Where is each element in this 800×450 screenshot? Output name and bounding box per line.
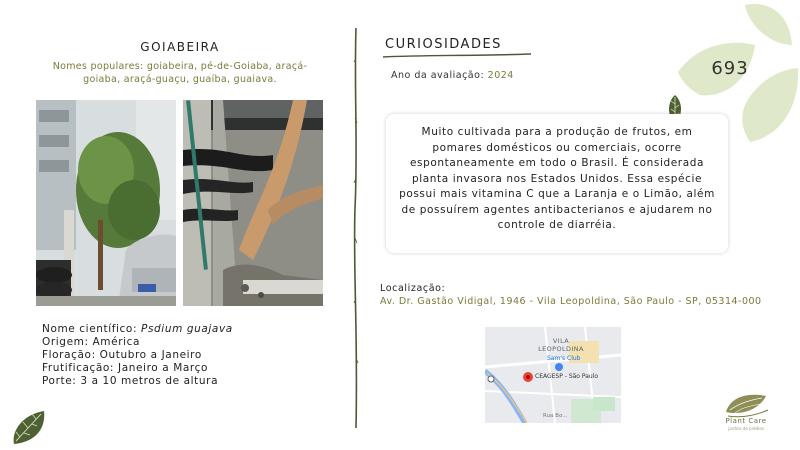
popular-names: Nomes populares: goiabeira, pé-de-Goiaba, araçá-goiaba, araçá-guaçu, guaíba, guaiava.	[52, 61, 308, 85]
brand-tagline: jardins de prédios	[728, 426, 764, 431]
flowering: Floração: Outubro a Janeiro	[42, 349, 202, 361]
location-label: Localização:	[380, 283, 446, 294]
location-map[interactable]	[485, 327, 621, 423]
leaf-icon	[8, 408, 48, 446]
plant-info	[42, 323, 233, 388]
curiosities-text: Muito cultivada para a produção de frutos, em pomares domésticos ou comerciais, ocorre espontaneamente em todo o Brasil. É considerada planta invasora nos Estados Unidos. Essa espécie possui mais vitamina C que a Laranja e o Limão, além de possuírem agentes antibacterianos e ajudarem no controle de diarréia.	[399, 126, 715, 231]
map-pin-label: CEAGESP - São Paulo	[535, 373, 599, 380]
map-store: Sam's Club	[547, 355, 581, 362]
size: Porte: 3 a 10 metros de altura	[42, 375, 219, 387]
trunk-photo	[183, 100, 323, 306]
map-street: Rua Bo...	[543, 413, 568, 419]
evaluation-year: Ano da avaliação: 2024	[391, 70, 514, 81]
curiosities-title: CURIOSIDADES	[385, 37, 502, 52]
scientific-name: Nome científico: Psdium guajava	[42, 323, 233, 335]
tree-number: 693	[711, 58, 749, 79]
location-address: Av. Dr. Gastão Vidigal, 1946 - Vila Leopoldina, São Paulo - SP, 05314-000	[380, 296, 762, 307]
divider	[349, 28, 363, 428]
scientific-name-value: Psdium guajava	[141, 323, 233, 335]
title-underline	[383, 53, 531, 59]
map-district: VILA LEOPOLDINA	[538, 337, 584, 353]
brand-name: Plant Care	[725, 417, 767, 425]
plant-name: GOIABEIRA	[140, 40, 220, 54]
origin: Origem: América	[42, 336, 141, 348]
year-value: 2024	[487, 70, 514, 81]
tree-photo	[36, 100, 176, 306]
fruiting: Frutificação: Janeiro a Março	[42, 362, 208, 374]
